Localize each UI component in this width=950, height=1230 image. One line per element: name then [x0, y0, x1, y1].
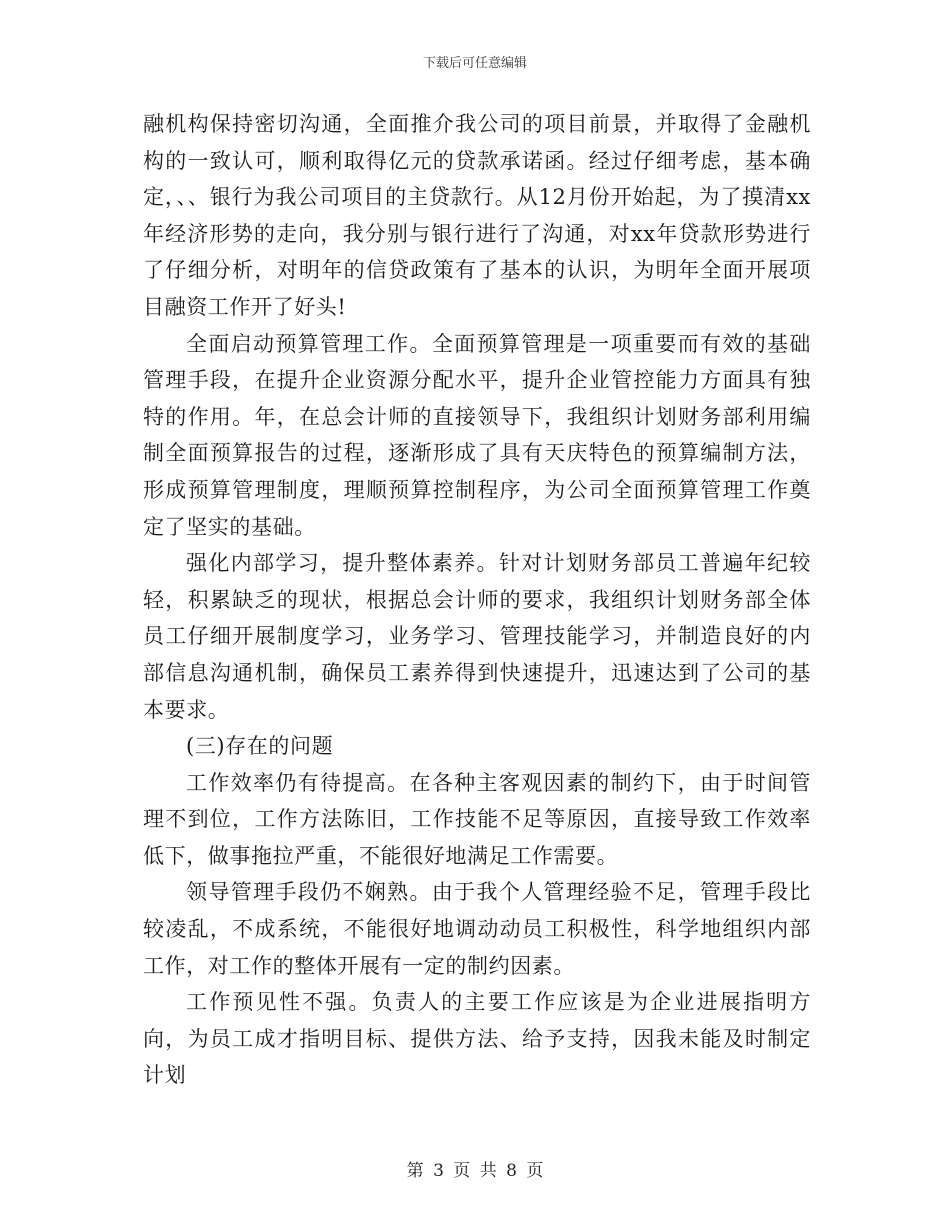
document-body — [143, 106, 811, 1094]
paragraph-3: 强化内部学习，提升整体素养。针对计划财务部员工普遍年纪较轻，积累缺乏的现状，根据总会计师的要求，我组织计划财务部全体员工仔细开展制度学习，业务学习、管理技能学习，并制造良好的内部信息沟通机制，确保员工素养得到快速提升，迅速达到了公司的基本要求。 — [143, 551, 811, 722]
paragraph-5: 领导管理手段仍不娴熟。由于我个人管理经验不足，管理手段比较凌乱，不成系统，不能很好地调动动员工积极性，科学地组织内部工作，对工作的整体开展有一定的制约因素。 — [143, 880, 811, 978]
paragraph-6: 工作预见性不强。负责人的主要工作应该是为企业进展指明方向，为员工成才指明目标、提供方法、给予支持，因我未能及时制定计划 — [143, 990, 811, 1088]
paragraph-2: 全面启动预算管理工作。全面预算管理是一项重要而有效的基础管理手段，在提升企业资源分配水平，提升企业管控能力方面具有独特的作用。年，在总会计师的直接领导下，我组织计划财务部利用编制全面预算报告的过程，逐渐形成了具有天庆特色的预算编制方法，形成预算管理制度，理顺预算控制程序，为公司全面预算管理工作奠定了坚实的基础。 — [143, 331, 811, 539]
page-header: 下载后可任意编辑 — [422, 56, 527, 71]
page-footer: 第 3 页 共 8 页 — [406, 1161, 544, 1181]
section-heading: (三)存在的问题 — [186, 734, 334, 759]
paragraph-4: 工作效率仍有待提高。在各种主客观因素的制约下，由于时间管理不到位，工作方法陈旧，工作技能不足等原因，直接导致工作效率低下，做事拖拉严重，不能很好地满足工作需要。 — [143, 770, 811, 868]
paragraph-1: 融机构保持密切沟通，全面推介我公司的项目前景，并取得了金融机构的一致认可，顺利取得亿元的贷款承诺函。经过仔细考虑，基本确定，、、银行为我公司项目的主贷款行。从12月份开始起，为了摸清xx年经济形势的走向，我分别与银行进行了沟通，对xx年贷款形势进行了仔细分析，对明年的信贷政策有了基本的认识，为明年全面开展项目融资工作开了好头! — [143, 112, 811, 319]
